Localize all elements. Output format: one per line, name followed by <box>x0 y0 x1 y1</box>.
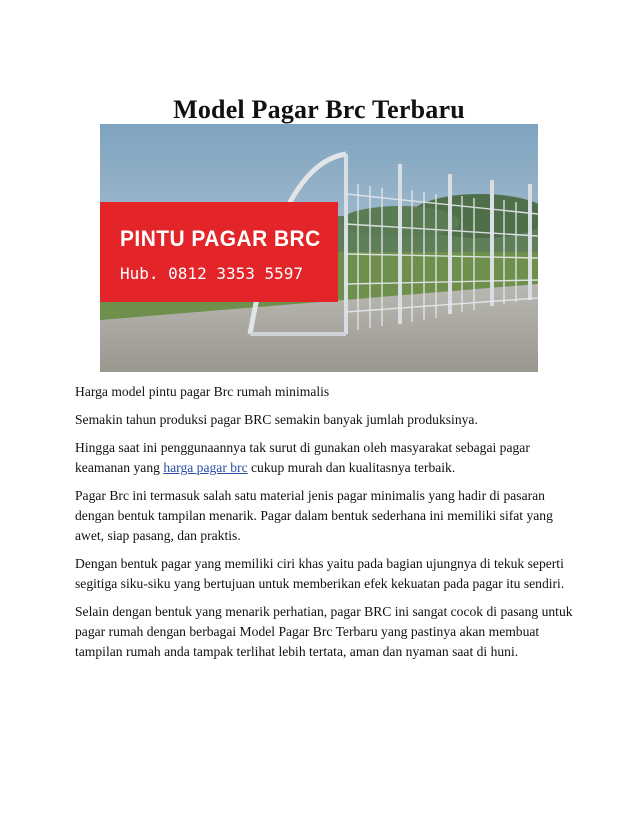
article-body <box>75 382 575 670</box>
paragraph-6: Selain dengan bentuk yang menarik perhatian, pagar BRC ini sangat cocok di pasang untuk pagar rumah dengan berbagai Model Pagar Brc Terbaru yang pastinya akan membuat tampilan rumah anda tampak terlihat lebih tertata, aman dan nyaman saat di huni. <box>75 604 573 659</box>
promo-banner <box>100 202 338 302</box>
harga-pagar-brc-link[interactable]: harga pagar brc <box>163 460 248 475</box>
paragraph-1: Harga model pintu pagar Brc rumah minimalis <box>75 384 330 399</box>
banner-title: PINTU PAGAR BRC <box>120 226 321 251</box>
paragraph-4: Pagar Brc ini termasuk salah satu material jenis pagar minimalis yang hadir di pasaran dengan bentuk tampilan menarik. Pagar dalam bentuk sederhana ini memiliki sifat yang awet, siap pasang, dan praktis. <box>75 488 553 543</box>
paragraph-5: Dengan bentuk pagar yang memiliki ciri khas yaitu pada bagian ujungnya di tekuk seperti segitiga siku-siku yang bertujuan untuk memberikan efek kekuatan pada pagar itu sendiri. <box>75 556 565 591</box>
banner-phone: Hub. 0812 3353 5597 <box>120 264 304 283</box>
paragraph-3-text-a: Hingga saat ini penggunaannya tak surut di gunakan oleh masyarakat sebagai pagar keamanan yang <box>75 440 530 475</box>
paragraph-2: Semakin tahun produksi pagar BRC semakin banyak jumlah produksinya. <box>75 412 478 427</box>
paragraph-3-text-b: cukup murah dan kualitasnya terbaik. <box>247 460 456 475</box>
page-title: Model Pagar Brc Terbaru <box>173 95 465 125</box>
paragraph-3 <box>75 438 575 478</box>
